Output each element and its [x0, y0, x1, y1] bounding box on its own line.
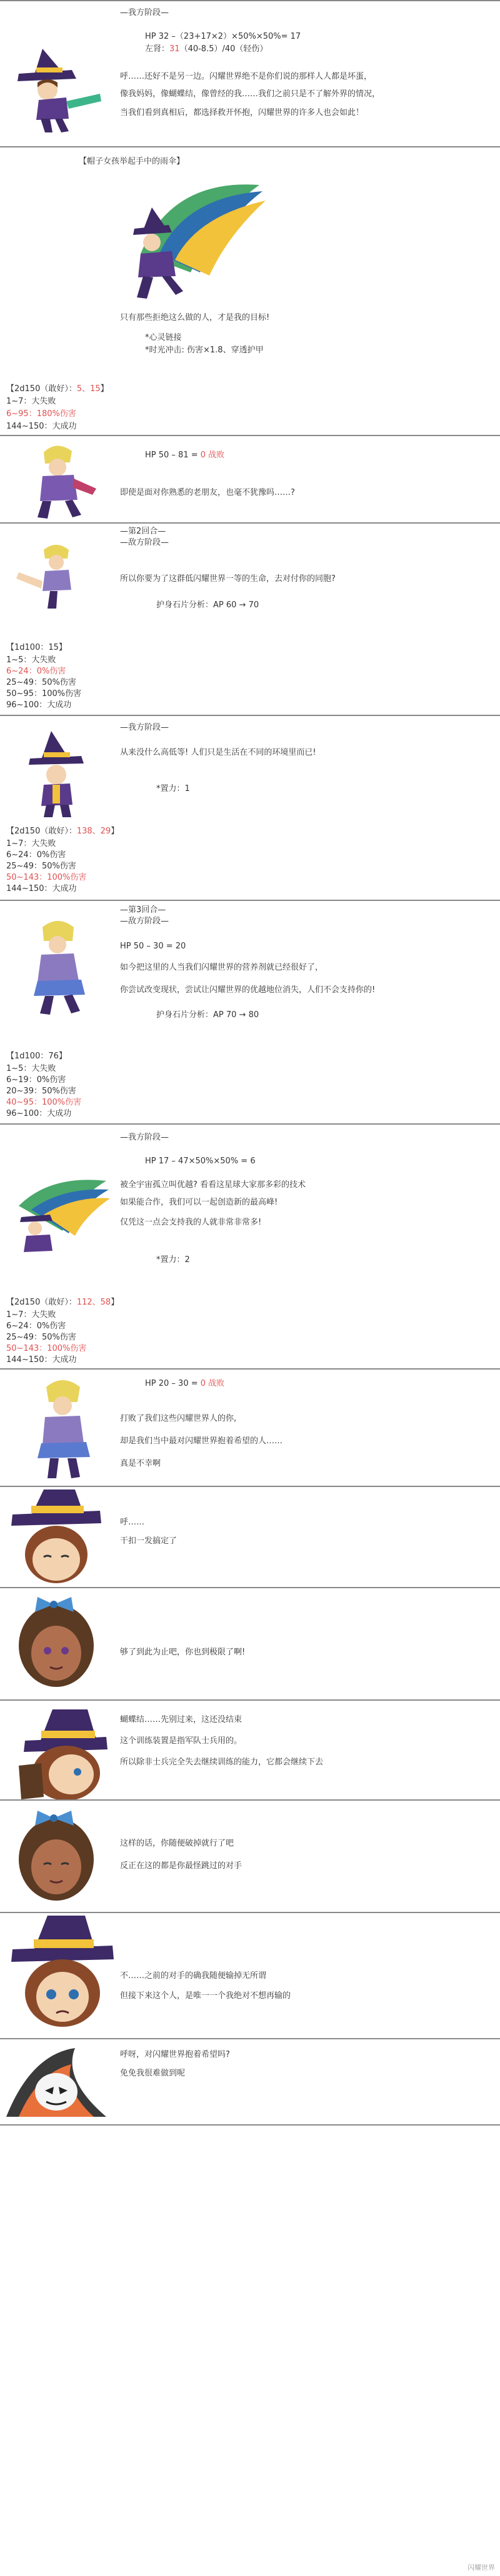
hp-calc: HP 32 –（23+17×2）×50%×50%= 17	[145, 32, 301, 41]
opponent-kick-figure	[6, 537, 106, 612]
dialogue-line: 如果能合作，我们可以一起创造新的最高峰!	[120, 1198, 278, 1207]
skill-note: *时光冲击: 伤害×1.8、穿透护甲	[145, 346, 264, 355]
dialogue-line: 呼呀，对闪耀世界抱着希望吗?	[120, 2050, 230, 2059]
divider	[0, 1699, 500, 1701]
dice-range: 144~150：大成功	[6, 422, 77, 431]
phase-label: —敌方阶段—	[120, 538, 169, 547]
phase-label: —敌方阶段—	[120, 917, 169, 926]
dice-range: 50~143：100%伤害	[6, 873, 87, 882]
round-label: —第2回合—	[120, 527, 166, 536]
dialogue-line: 像我妈妈，像蝴蝶结，像曾经的我……我们之前只是不了解外界的情况，	[120, 89, 381, 99]
watermark: 闪耀世界	[468, 2564, 495, 2572]
dialogue-line: 这样的话，你随便破掉就行了吧	[120, 1839, 234, 1848]
dice-range: 25~49：50%伤害	[6, 1333, 76, 1342]
divider	[0, 1912, 500, 1913]
organ-status: 左肾：31（40-8.5）/40（轻伤）	[145, 44, 268, 54]
dialogue-line: 免免我很难做到呢	[120, 2069, 186, 2078]
opponent-figure	[12, 916, 106, 1016]
skill-note: *置力：2	[156, 1255, 190, 1265]
dialogue-line: 蝴蝶结……先别过来，这还没结束	[120, 1715, 242, 1724]
hp-calc: HP 50 – 30 = 20	[120, 942, 186, 951]
dialogue-line: 反正在这的都是你最怪跳过的对手	[120, 1861, 242, 1871]
dice-range: 1~5：大失败	[6, 655, 56, 665]
dice-range: 20~39：50%伤害	[6, 1087, 76, 1096]
divider	[0, 900, 500, 901]
bow-kid-portrait	[6, 1803, 106, 1909]
dice-range: 40~95：100%伤害	[6, 1098, 82, 1107]
phase-label: —我方阶段—	[120, 8, 169, 17]
dice-range: 25~49：50%伤害	[6, 678, 76, 687]
divider	[0, 522, 500, 524]
dialogue-line: 如今把这里的人当我们闪耀世界的营养剂就已经很好了，	[120, 963, 324, 972]
divider	[0, 2124, 500, 2126]
divider	[0, 1368, 500, 1370]
dialogue-line: 即使是面对你熟悉的老朋友，也毫不犹豫吗……?	[120, 488, 295, 497]
dice-range: 50~143：100%伤害	[6, 1344, 87, 1353]
dialogue-line: 所以除非士兵完全失去继续训练的能力，它都会继续下去	[120, 1758, 324, 1767]
dice-range: 6~95：180%伤害	[6, 409, 76, 419]
dice-roll-header: 【2d150（敢好）：5、15】	[6, 384, 109, 394]
hat-kid-figure	[6, 44, 112, 137]
hat-kid-figure	[19, 725, 100, 818]
dice-range: 1~5：大失败	[6, 1064, 56, 1073]
divider	[0, 715, 500, 716]
phase-label: —我方阶段—	[120, 1133, 169, 1142]
dice-range: 6~24：0%伤害	[6, 1321, 66, 1331]
dialogue-line: 不……之前的对手的确我随便输掉无所谓	[120, 1971, 267, 1981]
phase-label: —我方阶段—	[120, 723, 169, 732]
dialogue-line: 你尝试改变现状，尝试让闪耀世界的优越地位消失，人们不会支持你的!	[120, 985, 376, 995]
hat-kid-side-portrait	[6, 1703, 112, 1803]
hp-calc: HP 17 – 47×50%×50% = 6	[145, 1156, 256, 1166]
opponent-figure	[12, 440, 106, 521]
dialogue-line: 呼……	[120, 1518, 145, 1527]
divider	[0, 1587, 500, 1588]
divider	[0, 0, 500, 1]
opponent-defeated-figure	[19, 1375, 106, 1481]
dice-range: 6~24：0%伤害	[6, 850, 66, 860]
dialogue-line: 干扣一发搞定了	[120, 1536, 178, 1546]
armor-analysis: 护身石片分析：AP 70 → 80	[156, 1010, 259, 1020]
hp-calc: HP 50 – 81 = 0 战败	[145, 450, 225, 460]
action-title: 【帽子女孩举起手中的雨伞】	[79, 157, 185, 166]
dialogue-line: 从来没什么高低等! 人们只是生活在不同的环境里而已!	[120, 748, 316, 757]
divider	[0, 1799, 500, 1801]
skill-note: *心灵链接	[145, 333, 182, 342]
dialogue-line: 真是不幸啊	[120, 1459, 161, 1468]
dialogue-line: 所以你要为了这群低闪耀世界一等的生命，去对付你的同胞?	[120, 574, 336, 584]
divider	[0, 2038, 500, 2039]
bow-kid-portrait	[6, 1591, 106, 1697]
dialogue-line: 被全宇宙孤立叫优越? 看看这星球大家那多彩的技术	[120, 1180, 306, 1190]
hat-kid-portrait	[6, 1489, 106, 1583]
dialogue-line: 打败了我们这些闪耀世界人的你,	[120, 1414, 237, 1423]
divider	[0, 435, 500, 436]
dialogue-line: 仅凭这一点会支持我的人就非常非常多!	[120, 1218, 262, 1227]
divider	[0, 146, 500, 147]
dice-range: 50~95：100%伤害	[6, 689, 82, 699]
dialogue-line: 却是我们当中最对闪耀世界抱着希望的人……	[120, 1436, 283, 1446]
hp-calc: HP 20 – 30 = 0 战败	[145, 1379, 225, 1388]
dialogue-line: 当我们看到真相后，都选择救开怀抱，闪耀世界的许多人也会如此！	[120, 108, 364, 117]
skill-note: *置力：1	[156, 784, 190, 793]
dice-roll-header: 【1d100：15】	[6, 643, 67, 652]
dice-range: 6~19：0%伤害	[6, 1075, 66, 1085]
umbrella-swing-figure	[116, 166, 278, 310]
dice-roll-header: 【2d150（敢好）：138、29】	[6, 827, 119, 836]
dialogue-line: 这个训练装置是指军队士兵用的。	[120, 1736, 242, 1746]
umbrella-swing-figure	[6, 1168, 112, 1256]
dice-range: 1~7：大失败	[6, 1310, 56, 1320]
dice-range: 144~150：大成功	[6, 1355, 77, 1365]
dice-range: 6~24：0%伤害	[6, 667, 66, 676]
shadow-figure-portrait	[6, 2042, 112, 2123]
dice-range: 25~49：50%伤害	[6, 862, 76, 871]
dialogue-line: 只有那些拒绝这么做的人，才是我的目标!	[120, 313, 270, 322]
dice-range: 96~100：大成功	[6, 1109, 72, 1118]
dice-roll-header: 【1d100：76】	[6, 1052, 67, 1061]
armor-analysis: 护身石片分析：AP 60 → 70	[156, 600, 259, 610]
dialogue-line: 呼……还好不是另一边。闪耀世界绝不是你们说的那样人人都是坏蛋，	[120, 72, 372, 81]
dice-roll-header: 【2d150（敢好）：112、58】	[6, 1298, 119, 1307]
dialogue-line: 够了到此为止吧，你也到极限了啊!	[120, 1648, 246, 1657]
dice-range: 96~100：大成功	[6, 700, 72, 710]
dialogue-line: 但接下来这个人，是唯一一个我绝对不想再输的	[120, 1991, 291, 2001]
dice-range: 1~7：大失败	[6, 839, 56, 848]
dice-range: 144~150：大成功	[6, 884, 77, 893]
round-label: —第3回合—	[120, 905, 166, 915]
divider	[0, 1123, 500, 1125]
hat-kid-portrait	[6, 1916, 119, 2034]
dice-range: 1~7：大失败	[6, 397, 56, 406]
divider	[0, 1486, 500, 1487]
